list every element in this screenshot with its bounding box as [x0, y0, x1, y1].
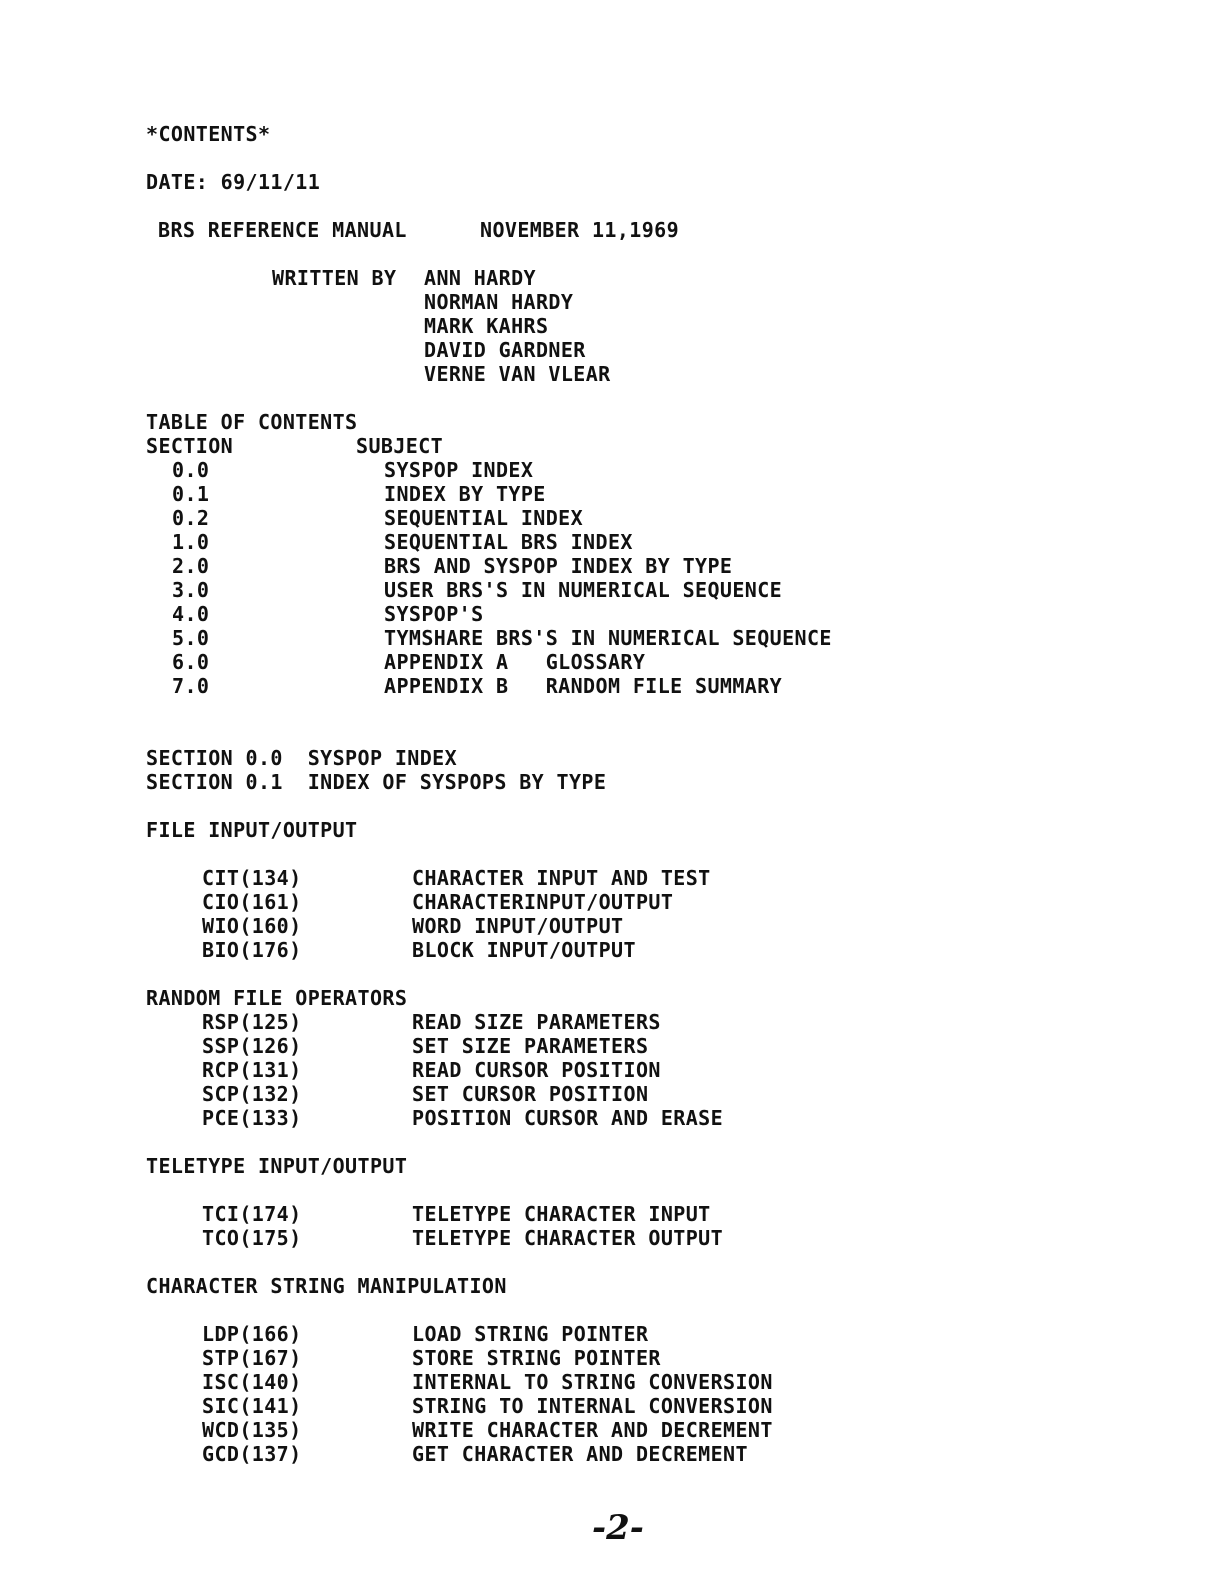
syspop-code: TCO(175)	[202, 1226, 302, 1250]
toc-subject: SEQUENTIAL BRS INDEX	[384, 530, 633, 554]
syspop-code: STP(167)	[202, 1346, 302, 1370]
syspop-code: ISC(140)	[202, 1370, 302, 1394]
group-title: RANDOM FILE OPERATORS	[146, 986, 408, 1010]
syspop-code: PCE(133)	[202, 1106, 302, 1130]
page-number: -2-	[592, 1508, 644, 1548]
toc-section-number: 0.1	[172, 482, 210, 506]
toc-subject: APPENDIX B RANDOM FILE SUMMARY	[384, 674, 783, 698]
contents-marker: *CONTENTS*	[146, 122, 271, 146]
toc-subject: BRS AND SYSPOP INDEX BY TYPE	[384, 554, 733, 578]
author-name: DAVID GARDNER	[424, 338, 586, 362]
toc-section-number: 2.0	[172, 554, 210, 578]
syspop-description: LOAD STRING POINTER	[412, 1322, 649, 1346]
toc-section-number: 0.2	[172, 506, 210, 530]
toc-subject: USER BRS'S IN NUMERICAL SEQUENCE	[384, 578, 783, 602]
toc-title: TABLE OF CONTENTS	[146, 410, 358, 434]
syspop-code: CIO(161)	[202, 890, 302, 914]
toc-subject-header: SUBJECT	[356, 434, 444, 458]
manual-title: BRS REFERENCE MANUAL	[158, 218, 407, 242]
group-title: TELETYPE INPUT/OUTPUT	[146, 1154, 408, 1178]
toc-subject: SYSPOP INDEX	[384, 458, 534, 482]
syspop-description: POSITION CURSOR AND ERASE	[412, 1106, 724, 1130]
syspop-description: BLOCK INPUT/OUTPUT	[412, 938, 636, 962]
toc-section-number: 0.0	[172, 458, 210, 482]
syspop-code: TCI(174)	[202, 1202, 302, 1226]
section-heading: SECTION 0.1 INDEX OF SYSPOPS BY TYPE	[146, 770, 607, 794]
syspop-code: CIT(134)	[202, 866, 302, 890]
toc-subject: SEQUENTIAL INDEX	[384, 506, 584, 530]
syspop-description: STORE STRING POINTER	[412, 1346, 661, 1370]
syspop-description: READ SIZE PARAMETERS	[412, 1010, 661, 1034]
toc-section-header: SECTION	[146, 434, 234, 458]
syspop-code: SCP(132)	[202, 1082, 302, 1106]
syspop-description: TELETYPE CHARACTER OUTPUT	[412, 1226, 724, 1250]
syspop-description: CHARACTER INPUT AND TEST	[412, 866, 711, 890]
syspop-code: SIC(141)	[202, 1394, 302, 1418]
toc-section-number: 3.0	[172, 578, 210, 602]
syspop-description: STRING TO INTERNAL CONVERSION	[412, 1394, 773, 1418]
manual-date: NOVEMBER 11,1969	[480, 218, 680, 242]
toc-subject: INDEX BY TYPE	[384, 482, 546, 506]
toc-subject: TYMSHARE BRS'S IN NUMERICAL SEQUENCE	[384, 626, 832, 650]
toc-section-number: 4.0	[172, 602, 210, 626]
syspop-description: SET CURSOR POSITION	[412, 1082, 649, 1106]
toc-section-number: 7.0	[172, 674, 210, 698]
syspop-description: CHARACTERINPUT/OUTPUT	[412, 890, 674, 914]
toc-subject: APPENDIX A GLOSSARY	[384, 650, 646, 674]
syspop-description: TELETYPE CHARACTER INPUT	[412, 1202, 711, 1226]
author-name: MARK KAHRS	[424, 314, 549, 338]
author-name: VERNE VAN VLEAR	[424, 362, 611, 386]
document-date: DATE: 69/11/11	[146, 170, 321, 194]
syspop-code: BIO(176)	[202, 938, 302, 962]
syspop-description: WRITE CHARACTER AND DECREMENT	[412, 1418, 773, 1442]
group-title: CHARACTER STRING MANIPULATION	[146, 1274, 507, 1298]
syspop-code: GCD(137)	[202, 1442, 302, 1466]
written-by-label: WRITTEN BY	[272, 266, 397, 290]
toc-section-number: 6.0	[172, 650, 210, 674]
toc-section-number: 5.0	[172, 626, 210, 650]
section-heading: SECTION 0.0 SYSPOP INDEX	[146, 746, 458, 770]
syspop-description: WORD INPUT/OUTPUT	[412, 914, 624, 938]
syspop-code: RSP(125)	[202, 1010, 302, 1034]
toc-subject: SYSPOP'S	[384, 602, 484, 626]
syspop-description: INTERNAL TO STRING CONVERSION	[412, 1370, 773, 1394]
syspop-code: LDP(166)	[202, 1322, 302, 1346]
syspop-code: WCD(135)	[202, 1418, 302, 1442]
author-name: NORMAN HARDY	[424, 290, 574, 314]
syspop-description: GET CHARACTER AND DECREMENT	[412, 1442, 748, 1466]
group-title: FILE INPUT/OUTPUT	[146, 818, 358, 842]
syspop-description: SET SIZE PARAMETERS	[412, 1034, 649, 1058]
syspop-code: WIO(160)	[202, 914, 302, 938]
syspop-description: READ CURSOR POSITION	[412, 1058, 661, 1082]
author-name: ANN HARDY	[424, 266, 536, 290]
syspop-code: RCP(131)	[202, 1058, 302, 1082]
syspop-code: SSP(126)	[202, 1034, 302, 1058]
toc-section-number: 1.0	[172, 530, 210, 554]
